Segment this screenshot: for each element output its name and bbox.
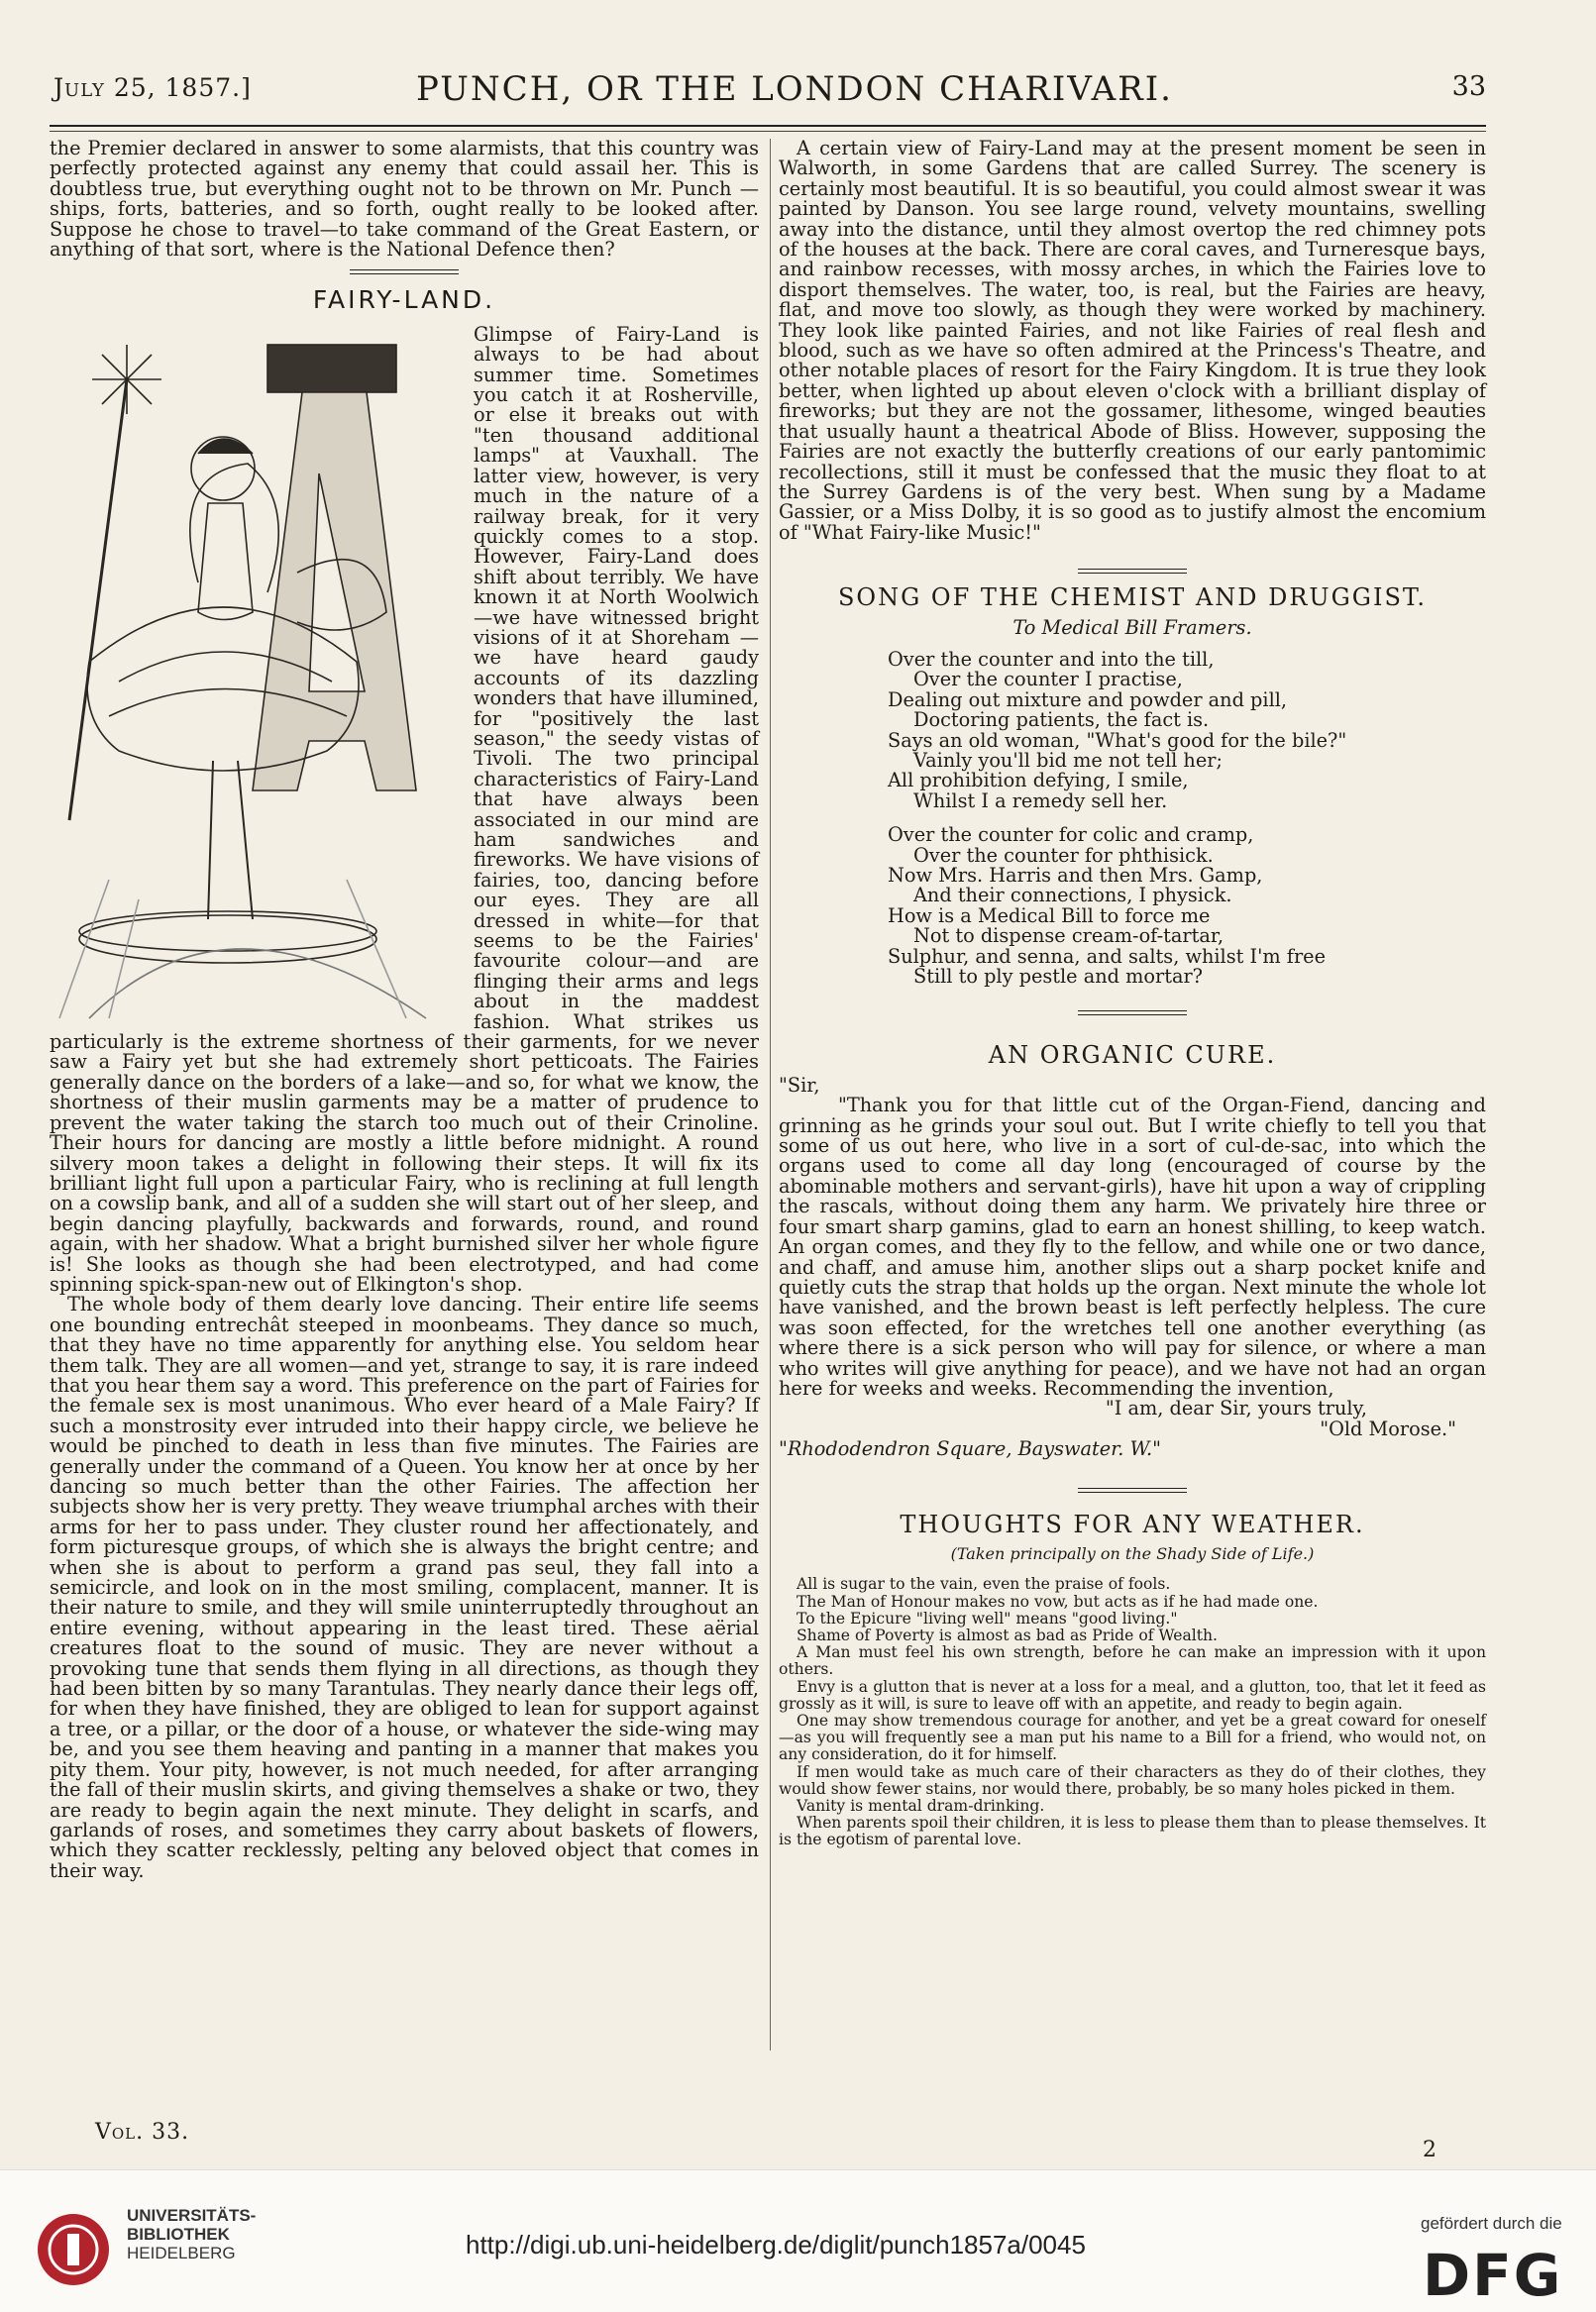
thought-item: When parents spoil their children, it is less to please them than to please themselves. It is the egotism of parental love. bbox=[779, 1814, 1486, 1849]
verse-line: Over the counter for phthisick. bbox=[913, 843, 1214, 867]
section-divider bbox=[1078, 1010, 1187, 1015]
header-rule bbox=[50, 131, 1486, 132]
library-name bbox=[127, 2206, 256, 2262]
section-divider bbox=[1078, 1488, 1187, 1493]
page-header bbox=[50, 67, 1486, 127]
letter-closing: "I am, dear Sir, yours truly, bbox=[1105, 1397, 1367, 1420]
university-seal-icon bbox=[34, 2210, 113, 2289]
permalink[interactable]: http://digi.ub.uni-heidelberg.de/diglit/punch1857a/0045 bbox=[466, 2230, 1086, 2259]
fairy-land-paragraph-1: Glimpse of Fairy-Land is always to be had about summer time. Sometimes you catch it at Rosherville, or else it breaks out with "ten thousand additional lamps" at Vauxhall. The latter view, however, is very much in the nature of a railway break, for it very quickly comes to a stop. However, Fairy-Land does shift about terribly. We have known it at North Woolwich—we have witnessed bright visions of it at Shoreham — we have heard gaudy accounts of its dazzling wonders that have illumined, for "positively the last season," the seedy vistas of Tivoli. The two principal characteristics of Fairy-Land that have always been associated in our mind are ham sandwiches and fireworks. We have visions of fairies, too, dancing before our eyes. They are all dressed in white—for that seems to be the Fairies' favourite colour—and are flinging their arms and legs about in the maddest fashion. What strikes us particularly is the extreme shortness of their garments, for we never saw a Fairy yet but she had extremely short petticoats. The Fairies generally dance on the borders of a lake—and so, for what we know, the shortness of their muslin garments may be a matter of prudence to prevent the water taking the starch too much out of their Crinoline. Their hours for dancing are mostly a little before midnight. A round silvery moon takes a delight in following their steps. It will fix its brilliant light full upon a particular Fairy, who is reclining at full length on a cowslip bank, and all of a sudden she will start out of her sleep, and begin dancing playfully, backwards and forwards, round, and round again, with her shadow. What a bright burnished silver her whole figure is! She looks as though she had been electrotyped, and had come spinning spick-span-new out of Elkington's shop. bbox=[50, 322, 759, 1296]
organic-cure-heading: AN ORGANIC CURE. bbox=[988, 1041, 1277, 1070]
signature-mark: 2 bbox=[1423, 2138, 1436, 2162]
library-line-2: BIBLIOTHEK bbox=[127, 2225, 230, 2244]
library-line-1: UNIVERSITÄTS- bbox=[127, 2206, 257, 2225]
funding-label: gefördert durch die bbox=[1421, 2214, 1562, 2233]
fairy-land-heading: FAIRY-LAND. bbox=[312, 285, 496, 315]
fairy-drawing-icon bbox=[50, 325, 466, 1026]
verse-line: Says an old woman, "What's good for the bile?" bbox=[888, 728, 1347, 752]
issue-date: July 25, 1857.] bbox=[53, 73, 252, 102]
verse-line: Now Mrs. Harris and then Mrs. Gamp, bbox=[888, 864, 1263, 887]
verse-line: Whilst I a remedy sell her. bbox=[913, 788, 1168, 812]
letter-signature: "Old Morose." bbox=[1320, 1417, 1456, 1440]
thought-item: Envy is a glutton that is never at a loss for a meal, and a glutton, too, that let it feed as grossly as it will, is sure to leave off with an appetite, and ready to begin again. bbox=[779, 1677, 1486, 1713]
fairy-illustration bbox=[50, 325, 466, 1026]
song-stanza-2 bbox=[779, 825, 1486, 987]
verse-line: Vainly you'll bid me not tell her; bbox=[913, 748, 1223, 772]
verse-line: Still to ply pestle and mortar? bbox=[913, 965, 1203, 989]
song-stanza-1 bbox=[779, 647, 1486, 812]
verse-line: Over the counter I practise, bbox=[913, 668, 1183, 691]
dfg-logo: DFG bbox=[1423, 2242, 1563, 2309]
thought-item: One may show tremendous courage for another, and yet be a great coward for oneself—as you will frequently see a man put his name to a Bill for a friend, who would not, on any consideration, do it for himself. bbox=[779, 1712, 1486, 1764]
library-footer-bar bbox=[0, 2169, 1596, 2312]
thoughts-subtitle: (Taken principally on the Shady Side of Life.) bbox=[950, 1543, 1315, 1563]
thoughts-list bbox=[779, 1576, 1486, 1848]
section-divider bbox=[350, 269, 459, 274]
masthead-title: PUNCH, OR THE LONDON CHARIVARI. bbox=[416, 69, 1173, 109]
thought-item: Vanity is mental dram-drinking. bbox=[797, 1797, 1045, 1816]
section-divider bbox=[1078, 569, 1187, 574]
thought-item: A Man must feel his own strength, before he can make an impression with it upon others. bbox=[779, 1643, 1486, 1679]
thought-item: The Man of Honour makes no vow, but acts as if he had made one. bbox=[797, 1592, 1319, 1611]
defence-paragraph: the Premier declared in answer to some alarmists, that this country was perfectly protected against any enemy that could assail her. This is doubtless true, but everything ought not to be thrown on Mr. Punch —ships, forts, batteries, and so forth, ought really to be looked after. Suppose he chose to travel—to take command of the Great Eastern, or anything of that sort, where is the National Defence then? bbox=[50, 137, 759, 262]
thought-item: To the Epicure "living well" means "good living." bbox=[797, 1609, 1178, 1628]
fairy-land-paragraph-2: The whole body of them dearly love dancing. Their entire life seems one bounding entrechât steeped in moonbeams. They dance so much, that they have no time apparently for anything else. You seldom hear them talk. They are all women—and yet, strange to say, it is rare indeed that you hear them say a word. This preference on the part of Fairies for the female sex is most unanimous. Who ever heard of a Male Fairy? If such a monstrosity ever intruded into their happy circle, we believe he would be pinched to death in less than five minutes. The Fairies are generally under the command of a Queen. You know her at once by her dancing so much better than the other Fairies. The affection her subjects show her is very pretty. They weave triumphal arches with their arms for her to pass under. They cluster round her affectionately, and form picturesque groups, of which she is always the bright centre; and when she is about to perform a grand pas seul, they fall into a semicircle, and look on in the most smiling, complacent, manner. It is their nature to smile, and they will smile uninterruptedly throughout an entire evening, without appearing in the least tired. These aërial creatures float to the sound of music. They are never without a provoking tune that sends them flying in all directions, as though they had been bitten by so many Tarantulas. They nearly dance their legs off, for when they have finished, they are obliged to lean for support against a tree, or a pillar, or the door of a house, or whatever the side-wing may be, and you see them heaving and panting in a manner that makes you pity them. Your pity, however, is not much needed, for after arranging the fall of their muslin skirts, and giving themselves a shake or two, they are ready to begin again the next minute. They delight in scarfs, and garlands of roses, and sometimes they carry about baskets of flowers, which they scatter recklessly, pelting any beloved object that comes in their way. bbox=[50, 1293, 759, 1882]
verse-line: Doctoring patients, the fact is. bbox=[913, 708, 1210, 732]
thoughts-heading: THOUGHTS FOR ANY WEATHER. bbox=[900, 1510, 1365, 1538]
page-number: 33 bbox=[1451, 71, 1486, 102]
surrey-gardens-paragraph: A certain view of Fairy-Land may at the present moment be seen in Walworth, in some Gardens that are called Surrey. The scenery is certainly most beautiful. It is so beautiful, you could almost swear it was painted by Danson. You see large round, velvety mountains, swelling away into the distance, until they almost overtop the red chimney pots of the houses at the back. There are coral caves, and Turneresque bays, and rainbow recesses, with mossy arches, in which the Fairies love to disport themselves. The water, too, is real, but the Fairies are heavy, flat, and move too slowly, as though they were worked by machinery. They look like painted Fairies, and not like Fairies of real flesh and blood, such as we have so often admired at the Princess's Theatre, and other notable places of resort for the Fairy Kingdom. It is true they look better, when lighted up about eleven o'clock with a brilliant display of fireworks; but they are not the gossamer, lithesome, winged beauties that usually haunt a theatrical Abode of Bliss. However, supposing the Fairies are not exactly the butterfly creations of our early pantomimic recollections, still it must be confessed that the music they float to at the Surrey Gardens is of the very best. When sung by a Madame Gassier, or a Miss Dolby, it is so good as to justify almost the encomium of "What Fairy-like Music!" bbox=[779, 137, 1486, 544]
thought-item: All is sugar to the vain, even the praise of fools. bbox=[797, 1575, 1171, 1594]
verse-line: How is a Medical Bill to force me bbox=[888, 903, 1211, 927]
verse-line: Dealing out mixture and powder and pill, bbox=[888, 687, 1288, 711]
thought-item: If men would take as much care of their characters as they do of their clothes, they would show fewer stains, nor would there, probably, be so many holes picked in them. bbox=[779, 1762, 1486, 1798]
letter-salutation: "Sir, bbox=[779, 1073, 820, 1097]
organic-cure-paragraph: "Thank you for that little cut of the Organ-Fiend, dancing and grinning as he grinds your soul out. But I write chiefly to tell you that some of us out here, who live in a sort of cul-de-sac, into which the organs used to come all day long (encouraged of course by the abominable mothers and servant-girls), have hit upon a way of crippling the rascals, without doing them any harm. We privately hire three or four smart sharp gamins, glad to earn an honest shilling, to keep watch. An organ comes, and they fly to the fellow, and while one or two dance, and chaff, and amuse him, another slips out a sharp pocket knife and quietly cuts the strap that holds up the organ. Next minute the whole lot have vanished, and the brown beast is left perfectly helpless. The cure was soon effected, for the wretches tell one another everything (as where there is a sick person who will pay for silence, or where a man who writes will give anything for peace), and we have not had an organ here for weeks and weeks. Recommending the invention, bbox=[779, 1094, 1486, 1400]
letter-address: "Rhododendron Square, Bayswater. W." bbox=[779, 1437, 1162, 1461]
left-column bbox=[50, 139, 759, 1881]
verse-line: And their connections, I physick. bbox=[913, 884, 1232, 907]
song-subtitle: To Medical Bill Framers. bbox=[1012, 615, 1252, 639]
verse-line: Not to dispense cream-of-tartar, bbox=[913, 924, 1224, 948]
thought-item: Shame of Poverty is almost as bad as Pride of Wealth. bbox=[797, 1626, 1218, 1644]
column-separator bbox=[770, 139, 771, 2050]
song-heading: SONG OF THE CHEMIST AND DRUGGIST. bbox=[837, 583, 1428, 612]
volume-label: Vol. 33. bbox=[95, 2120, 190, 2145]
right-column bbox=[779, 139, 1486, 1849]
verse-line: All prohibition defying, I smile, bbox=[888, 769, 1189, 792]
verse-line: Over the counter for colic and cramp, bbox=[888, 823, 1254, 847]
verse-line: Over the counter and into the till, bbox=[888, 647, 1215, 671]
verse-line: Sulphur, and senna, and salts, whilst I'm free bbox=[888, 944, 1326, 968]
library-line-3: HEIDELBERG bbox=[127, 2244, 236, 2262]
